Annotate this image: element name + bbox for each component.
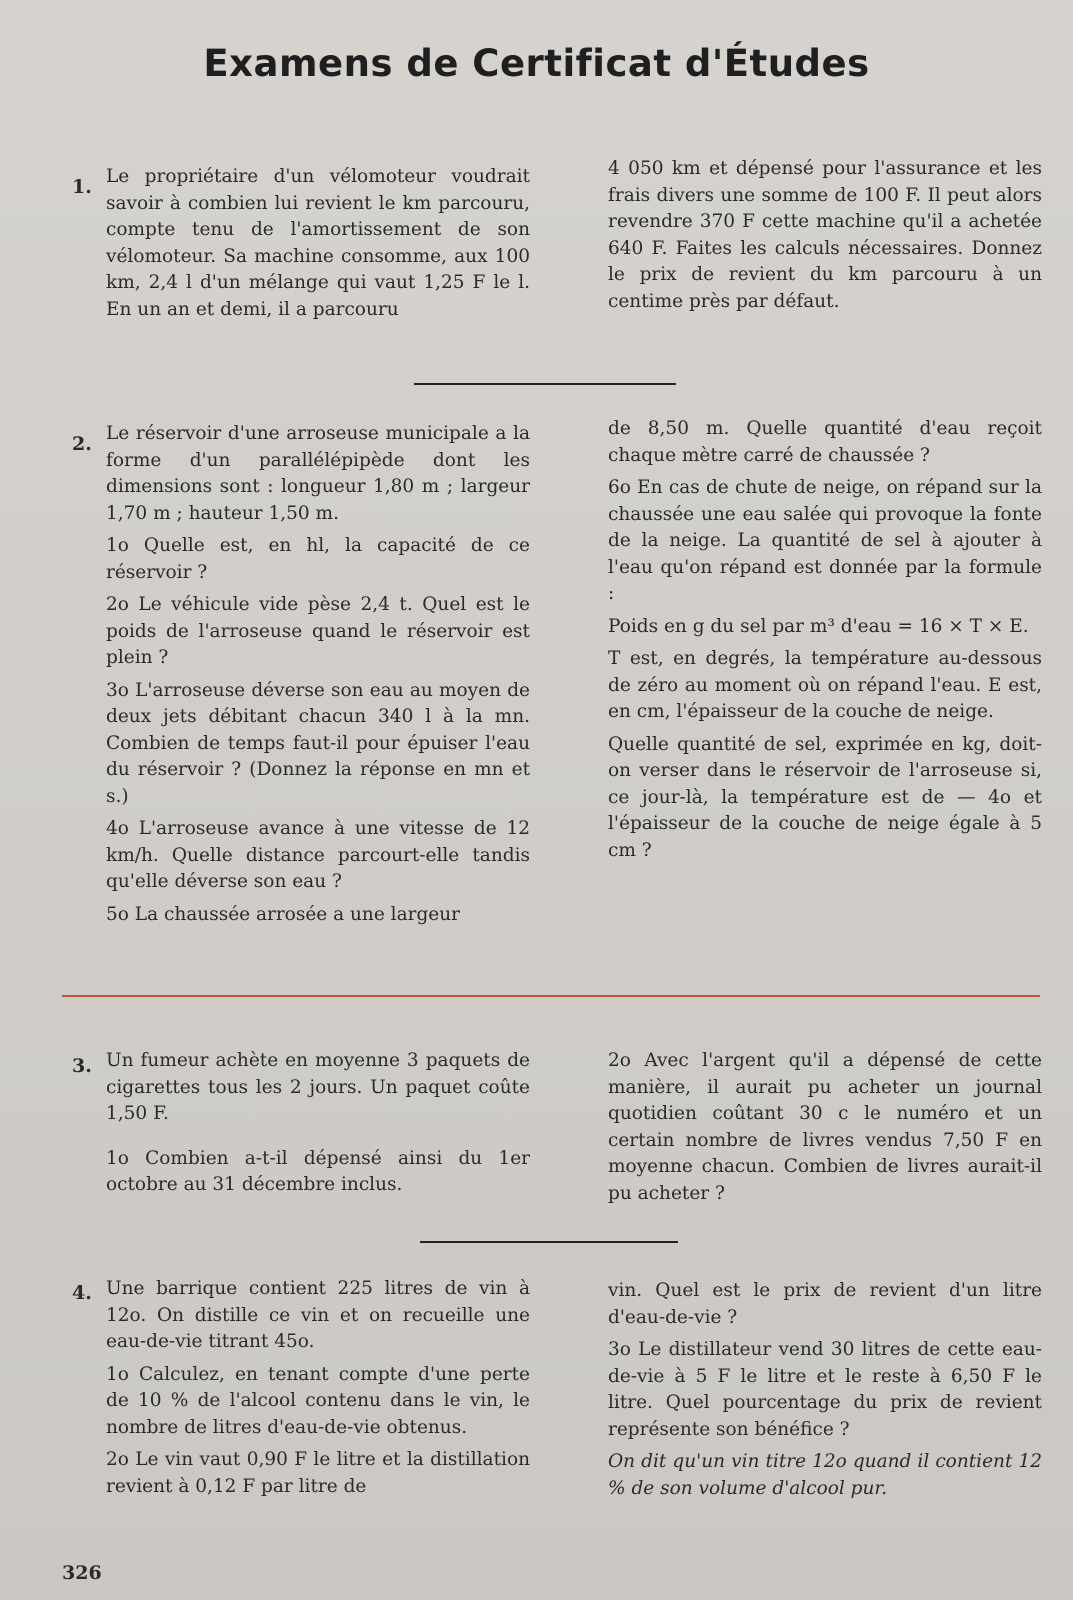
question-3: 3o L'arroseuse déverse son eau au moyen de deux jets débitant chacun 340 l à la mn. Combien de temps faut-il pour épuiser l'eau du réservoir ? (Donnez la réponse en mn et s.) — [106, 679, 530, 807]
problem-3-right-column — [608, 1048, 1042, 1213]
problem-text: Le propriétaire d'un vélomoteur voudrait savoir à combien lui revient le km parcouru, compte tenu de l'amortissement de son vélomoteur. Sa machine consomme, aux 100 km, 2,4 l d'un mélange qui vaut 1,25 F le l. En un an et demi, il a parcouru — [106, 166, 530, 320]
problem-2-left-column — [106, 421, 530, 934]
question-2: 2o Avec l'argent qu'il a dépensé de cette manière, il aurait pu acheter un journal quotidien coûtant 30 c le numéro et un certain nombre de livres vendus 7,50 F en moyenne chacun. Combien de livres aurait-il pu acheter ? — [608, 1050, 1042, 1204]
problem-number: 3. — [72, 1055, 92, 1077]
problem-text: Un fumeur achète en moyenne 3 paquets de cigarettes tous les 2 jours. Un paquet coûte 1,50 F. — [106, 1050, 530, 1124]
section-divider-red — [62, 995, 1040, 997]
question-5-continued: de 8,50 m. Quelle quantité d'eau reçoit chaque mètre carré de chaussée ? — [608, 418, 1042, 466]
question-2: 2o Le vin vaut 0,90 F le litre et la distillation revient à 0,12 F par litre de — [106, 1449, 530, 1497]
question-1: 1o Combien a-t-il dépensé ainsi du 1er octobre au 31 décembre inclus. — [106, 1147, 530, 1195]
problem-text: Le réservoir d'une arroseuse municipale a la forme d'un parallélépipède dont les dimensions sont : longueur 1,80 m ; largeur 1,70 m ; hauteur 1,50 m. — [106, 423, 530, 524]
problem-number: 2. — [72, 433, 92, 455]
question-5: 5o La chaussée arrosée a une largeur — [106, 903, 461, 925]
page-number: 326 — [62, 1562, 102, 1584]
problem-4-right-column — [608, 1278, 1042, 1508]
problem-text: Une barrique contient 225 litres de vin à 12o. On distille ce vin et on recueille une eau-de-vie titrant 45o. — [106, 1278, 530, 1352]
question-1: 1o Quelle est, en hl, la capacité de ce réservoir ? — [106, 535, 530, 583]
problem-2-right-column — [608, 416, 1042, 870]
problem-4-left-column — [106, 1276, 530, 1506]
problem-1-right-column — [608, 156, 1042, 321]
footnote: On dit qu'un vin titre 12o quand il contient 12 % de son volume d'alcool pur. — [608, 1451, 1042, 1499]
divider — [420, 1241, 678, 1243]
question-1: 1o Calculez, en tenant compte d'une perte de 10 % de l'alcool contenu dans le vin, le nombre de litres d'eau-de-vie obtenus. — [106, 1363, 530, 1438]
question-3: 3o Le distillateur vend 30 litres de cette eau-de-vie à 5 F le litre et le reste à 6,50 F le litre. Quel pourcentage du prix de revient représente son bénéfice ? — [608, 1339, 1042, 1440]
question-2: 2o Le véhicule vide pèse 2,4 t. Quel est le poids de l'arroseuse quand le réservoir est plein ? — [106, 594, 530, 668]
problem-1-left-column — [106, 164, 530, 329]
question-6-ask: Quelle quantité de sel, exprimée en kg, doit-on verser dans le réservoir de l'arroseuse si, ce jour-là, la température est de — 4o et l'épaisseur de la couche de neige égale à 5 cm ? — [608, 733, 1042, 861]
question-4: 4o L'arroseuse avance à une vitesse de 12 km/h. Quelle distance parcourt-elle tandis qu'elle déverse son eau ? — [106, 818, 530, 892]
formula-explanation: T est, en degrés, la température au-dessous de zéro au moment où on répand l'eau. E est, en cm, l'épaisseur de la couche de neige. — [608, 648, 1042, 722]
problem-3-left-column — [106, 1048, 530, 1205]
page-title: Examens de Certificat d'Études — [203, 42, 870, 85]
question-2-continued: vin. Quel est le prix de revient d'un litre d'eau-de-vie ? — [608, 1280, 1042, 1328]
divider — [414, 383, 676, 385]
problem-number: 1. — [72, 176, 92, 198]
problem-number: 4. — [72, 1282, 92, 1304]
question-6: 6o En cas de chute de neige, on répand sur la chaussée une eau salée qui provoque la fonte de la neige. La quantité de sel à ajouter à l'eau qu'on répand est donnée par la formule : — [608, 477, 1042, 604]
problem-text: 4 050 km et dépensé pour l'assurance et les frais divers une somme de 100 F. Il peut alors revendre 370 F cette machine qu'il a achetée 640 F. Faites les calculs nécessaires. Donnez le prix de revient du km parcouru à un centime près par défaut. — [608, 158, 1042, 312]
formula: Poids en g du sel par m³ d'eau = 16 × T × E. — [608, 615, 1029, 637]
